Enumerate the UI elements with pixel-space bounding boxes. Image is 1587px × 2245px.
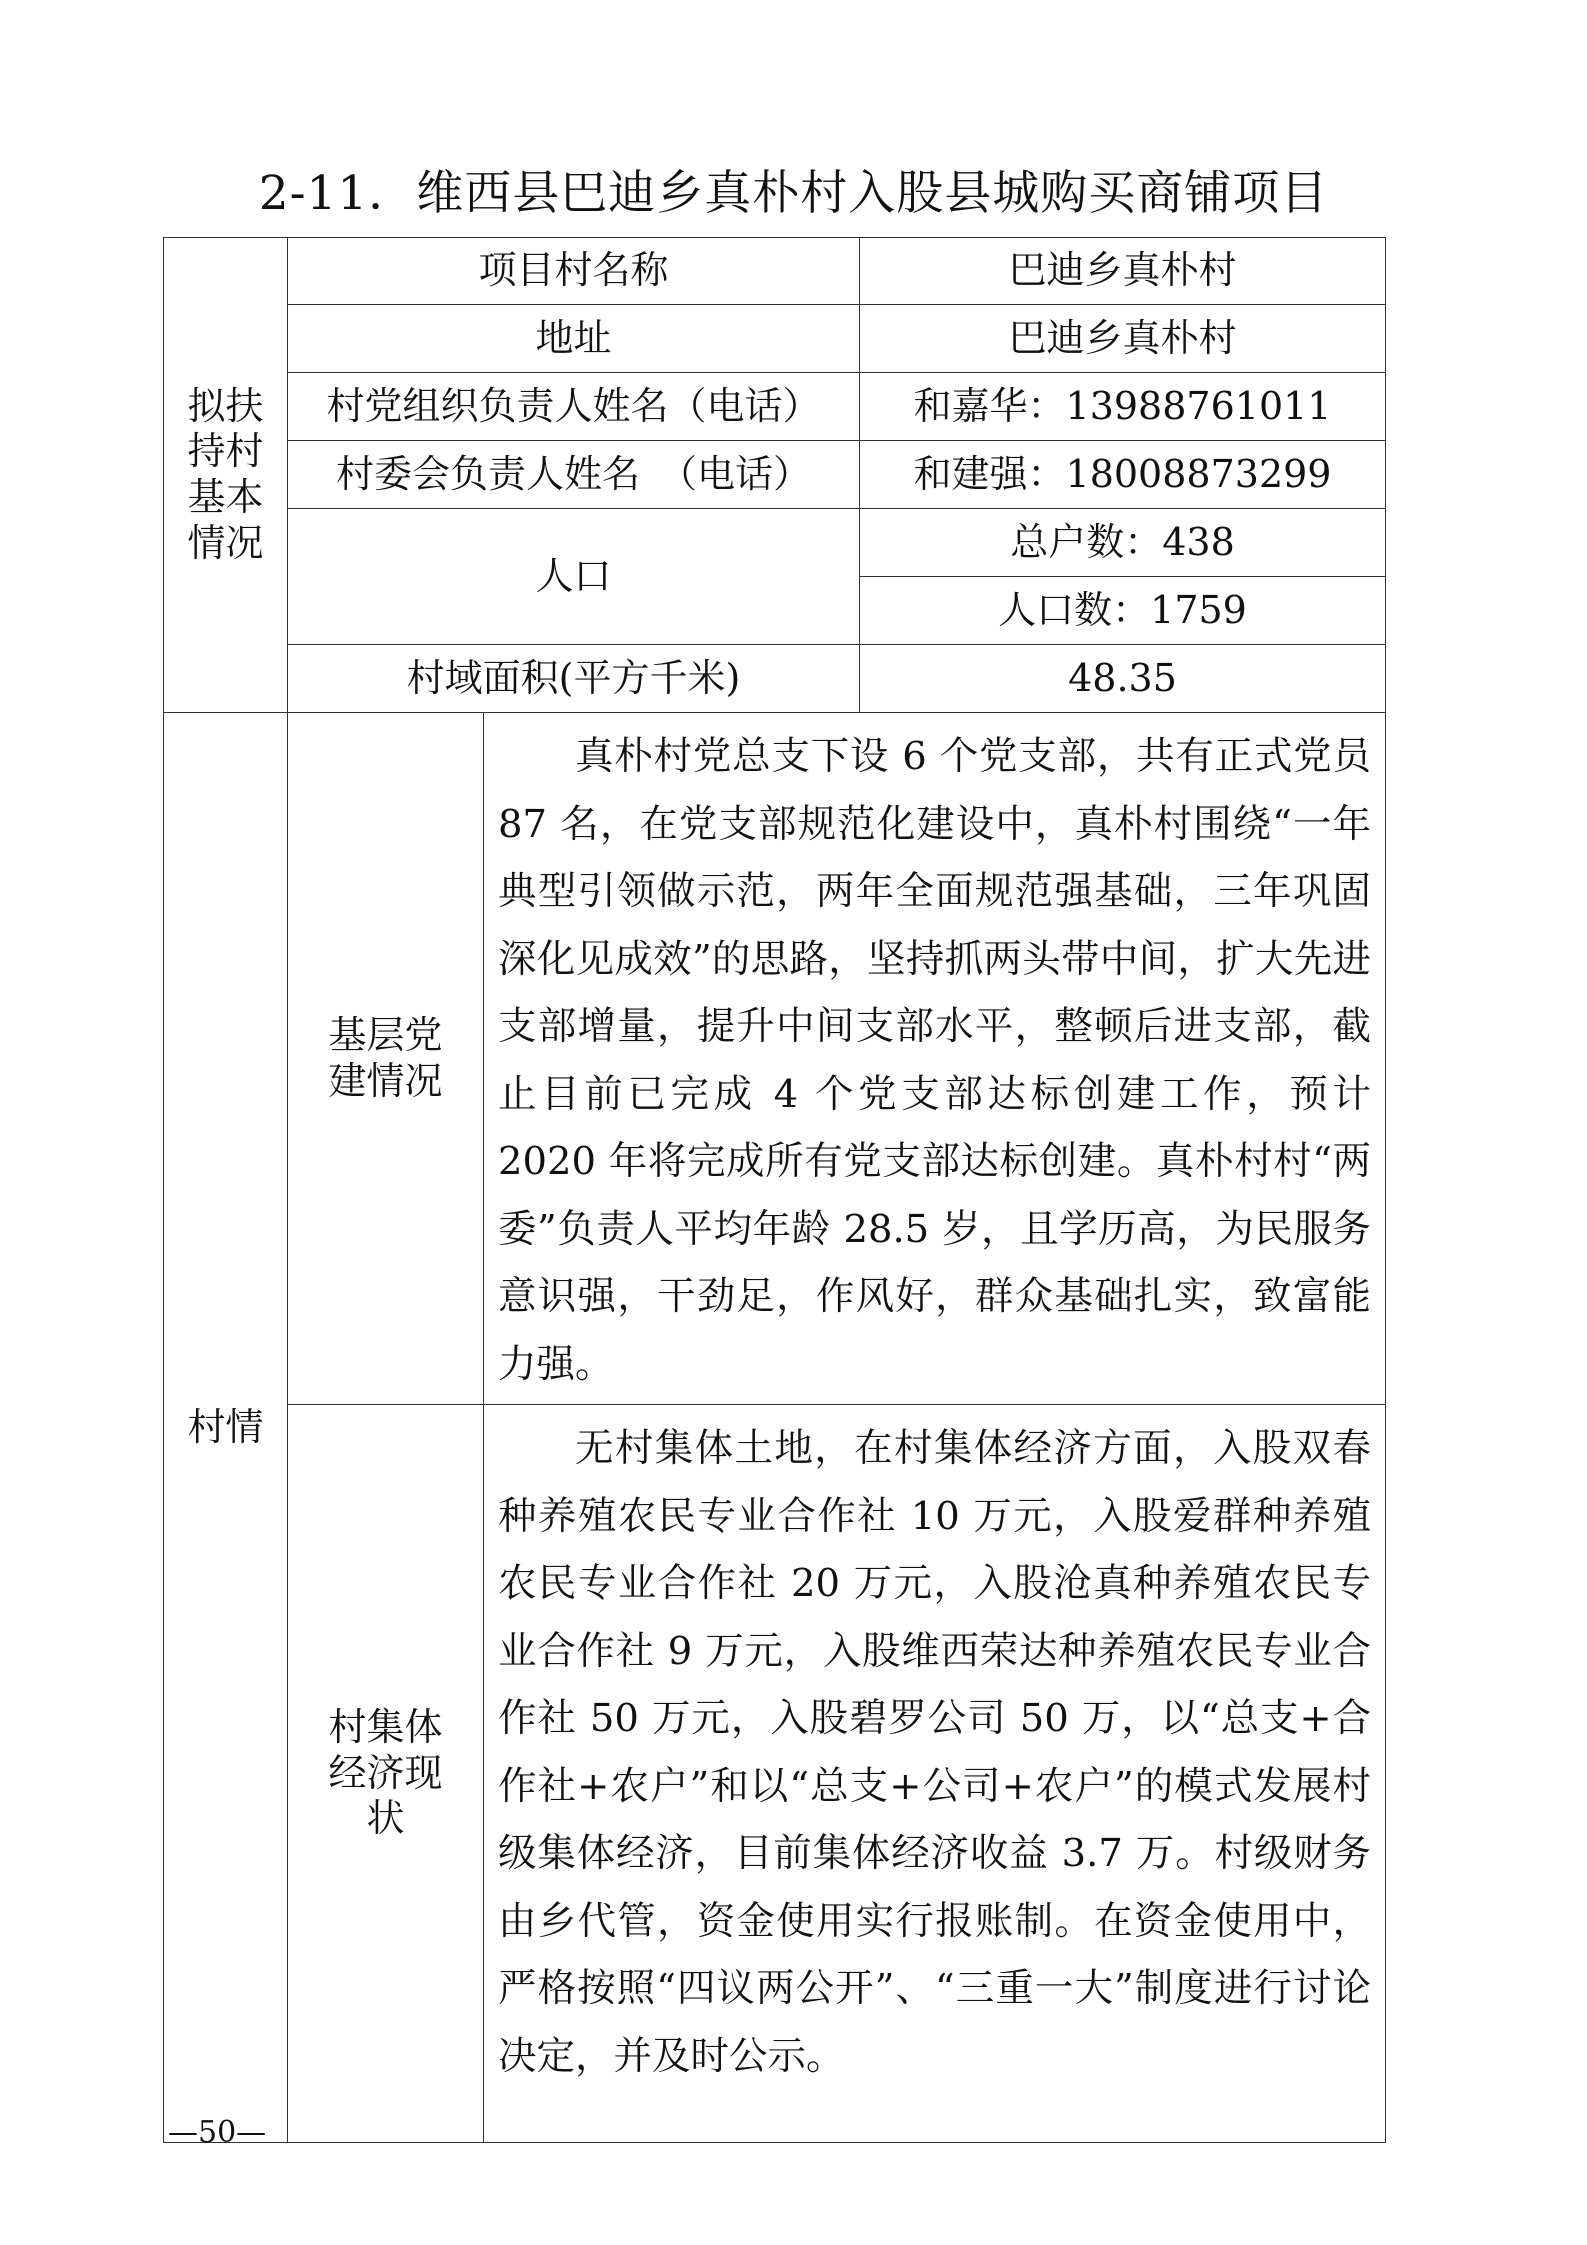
conditions-group-label: 村情 xyxy=(164,713,288,2143)
households-value: 总户数：438 xyxy=(860,509,1386,577)
village-name-value: 巴迪乡真朴村 xyxy=(860,238,1386,305)
committee-head-label: 村委会负责人姓名 （电话） xyxy=(288,441,860,509)
population-label: 人口 xyxy=(288,509,860,645)
party-head-value: 和嘉华：13988761011 xyxy=(860,373,1386,441)
party-head-label: 村党组织负责人姓名（电话） xyxy=(288,373,860,441)
population-value: 人口数：1759 xyxy=(860,577,1386,645)
party-building-text: 真朴村党总支下设 6 个党支部，共有正式党员 87 名，在党支部规范化建设中，真朴村围绕“一年典型引领做示范，两年全面规范强基础，三年巩固深化见成效”的思路，坚持抓两头带中间，扩大先进支部增量，提升中间支部水平，整顿后进支部，截止目前已完成 4 个党支部达标创建工作，预计 2020 年将完成所有党支部达标创建。真朴村村“两委”负责人平均年龄 28.5 岁，且学历高，为民服务意识强，干劲足，作风好，群众基础扎实，致富能力强。 xyxy=(484,713,1386,1405)
collective-economy-text: 无村集体土地，在村集体经济方面，入股双春种养殖农民专业合作社 10 万元，入股爱群种养殖农民专业合作社 20 万元，入股沧真种养殖农民专业合作社 9 万元，入股维西荣达种养殖农民专业合作社 50 万元，入股碧罗公司 50 万，以“总支+合作社+农户”和以“总支+公司+农户”的模式发展村级集体经济，目前集体经济收益 3.7 万。村级财务由乡代管，资金使用实行报账制。在资金使用中，严格按照“四议两公开”、“三重一大”制度进行讨论决定，并及时公示。 xyxy=(484,1405,1386,2143)
area-value: 48.35 xyxy=(860,645,1386,713)
address-value: 巴迪乡真朴村 xyxy=(860,305,1386,373)
area-label: 村域面积(平方千米) xyxy=(288,645,860,713)
address-label: 地址 xyxy=(288,305,860,373)
village-info-table xyxy=(163,237,1386,2143)
village-name-label: 项目村名称 xyxy=(288,238,860,305)
committee-head-value: 和建强：18008873299 xyxy=(860,441,1386,509)
collective-economy-label: 村集体 经济现 状 xyxy=(288,1405,484,2143)
basic-info-group-label: 拟扶 持村 基本 情况 xyxy=(164,238,288,713)
document-title: 2-11．维西县巴迪乡真朴村入股县城购买商铺项目 xyxy=(258,166,1329,221)
party-building-label: 基层党 建情况 xyxy=(288,713,484,1405)
page-number: —50— xyxy=(168,2115,267,2150)
